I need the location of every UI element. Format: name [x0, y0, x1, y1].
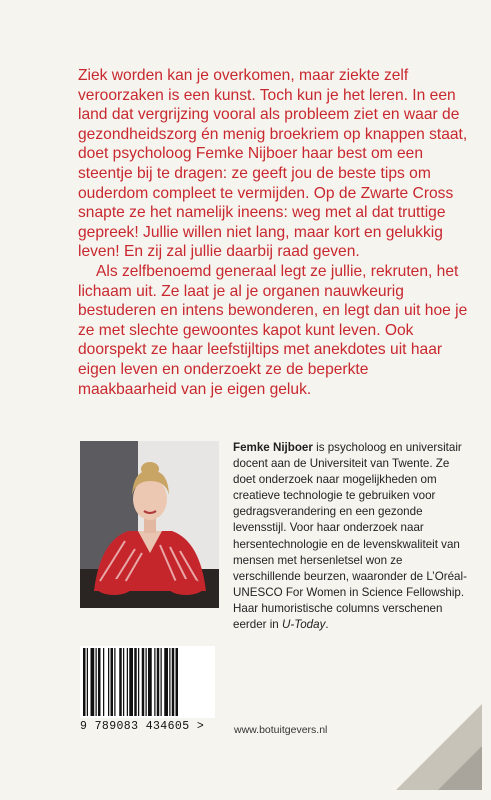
author-name: Femke Nijboer [233, 441, 313, 454]
bot-uitgevers-logo-icon [388, 696, 482, 790]
barcode [80, 646, 215, 718]
author-bio [233, 440, 473, 633]
author-portrait-image [80, 441, 219, 608]
author-bio-text: is psycholoog en universitair docent aan de Universiteit van Twente. Ze doet onderzoek naar mogelijkheden om creatieve technologie te gebruiken voor gedragsverandering en een gezonde levensstijl. Voor haar onderzoek naar hersentechnologie en de levenskwaliteit van mensen met hersenletsel won ze verschillende beurzen, waaronder de L’Oréal-UNESCO For Women in Science Fellowship. Haar humoristische columns verschenen eerder in [233, 441, 467, 632]
blurb [78, 66, 468, 399]
barcode-icon [80, 646, 215, 718]
author-bio-end: . [325, 618, 329, 632]
publisher-website: www.botuitgevers.nl [234, 724, 328, 736]
isbn-number: 9 789083 434605 > [80, 720, 205, 733]
blurb-paragraph-2: Als zelfbenoemd generaal legt ze jullie, rekruten, het lichaam uit. Ze laat je al je organen nauwkeurig bestuderen en intens bewonderen, en legt dan uit hoe je ze met slechte gewoontes kapot kunt leven. Ook doorspekt ze haar leefstijltips met anekdotes uit haar eigen leven en onderzoekt ze de beperkte maakbaarheid van je eigen geluk. [78, 262, 468, 398]
author-photo [80, 441, 219, 608]
publication-name: U-Today [281, 618, 326, 632]
blurb-paragraph-1: Ziek worden kan je overkomen, maar ziekte zelf veroorzaken is een kunst. Toch kun je het leren. In een land dat vergrijzing vooral als probleem ziet en waar de gezondheidszorg én menig broekriem op knappen staat, doet psycholoog Femke Nijboer haar best om een steentje bij te dragen: ze geeft jou de beste tips om ouderdom compleet te vermijden. Op de Zwarte Cross snapte ze het namelijk ineens: weg met al dat truttige gepreek! Jullie willen niet lang, maar kort en gelukkig leven! En zij zal jullie daarbij raad geven. [78, 67, 468, 261]
